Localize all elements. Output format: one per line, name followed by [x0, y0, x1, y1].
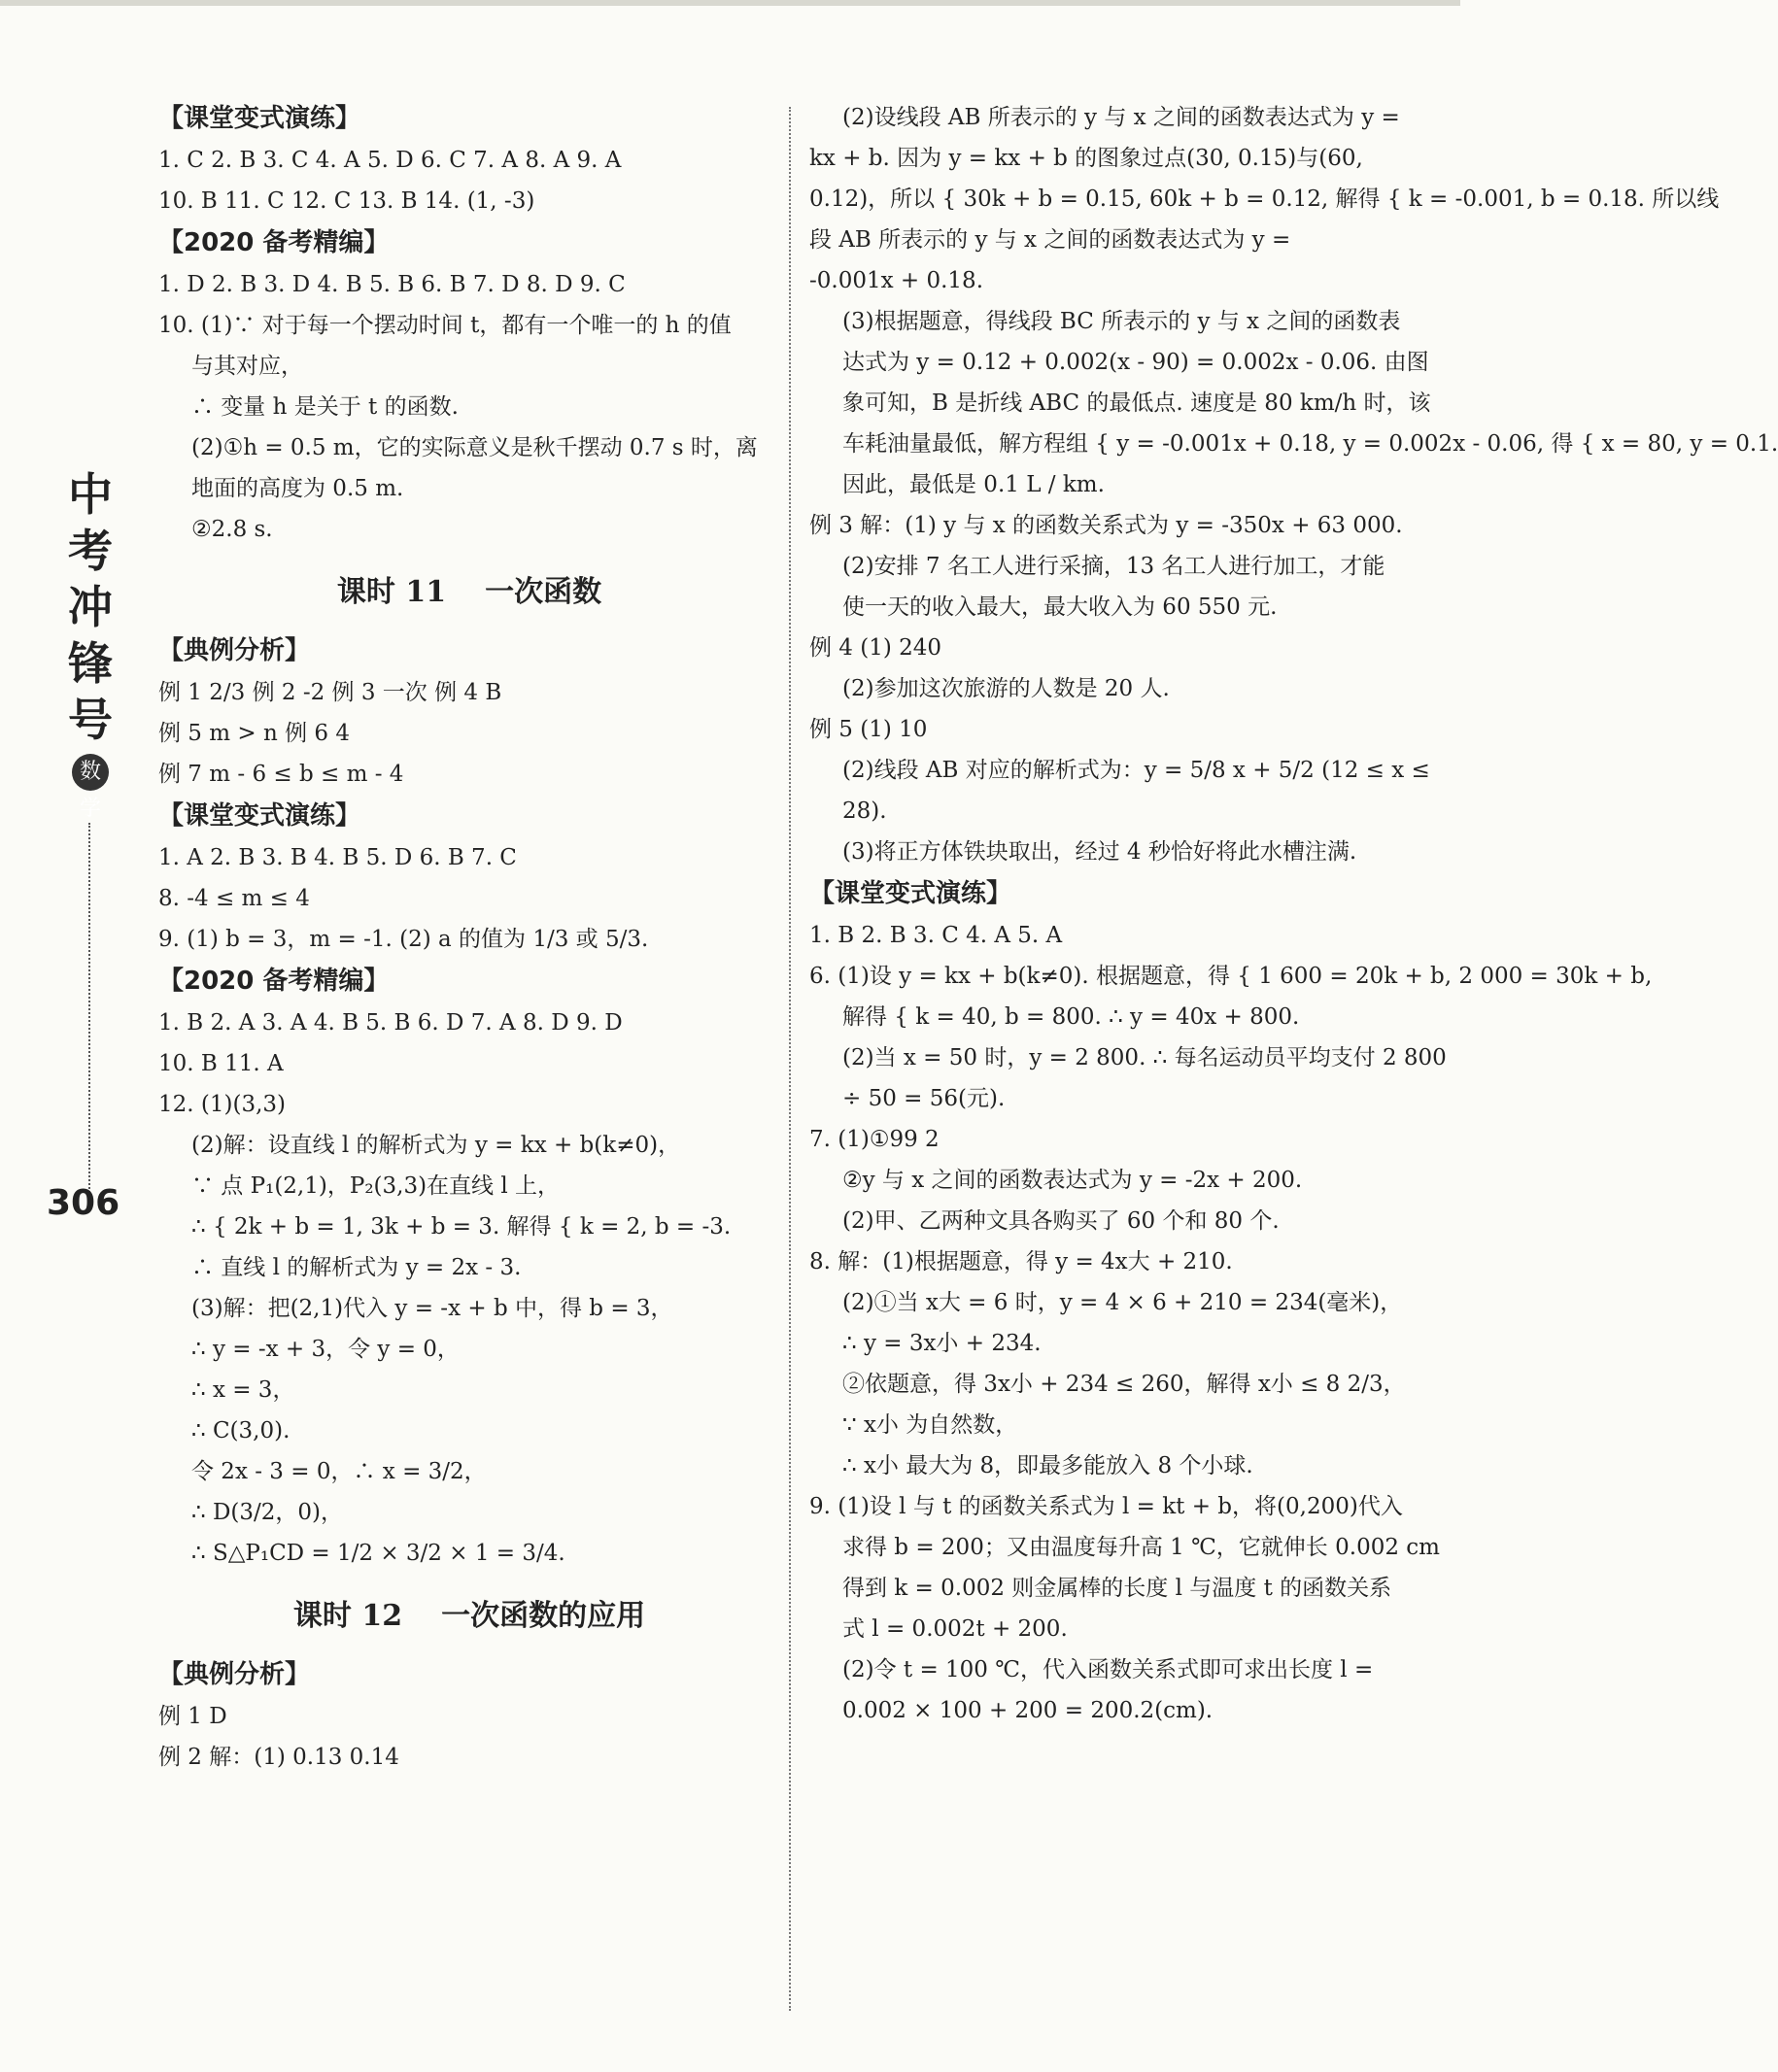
answer-line: (2)安排 7 名工人进行采摘，13 名工人进行加工，才能	[842, 554, 1385, 579]
answer-line: 7. (1)①99 2	[809, 1127, 940, 1152]
answer-line: 例 7 m - 6 ≤ b ≤ m - 4	[158, 762, 404, 787]
answer-line: ②2.8 s.	[191, 517, 273, 542]
answer-line: 例 5 m > n 例 6 4	[158, 721, 350, 746]
answer-line: ②y 与 x 之间的函数表达式为 y = -2x + 200.	[842, 1168, 1303, 1193]
answer-line: 28).	[842, 798, 887, 824]
answer-line: 地面的高度为 0.5 m.	[191, 476, 404, 501]
answer-line: 例 2 解：(1) 0.13 0.14	[158, 1745, 399, 1770]
answer-line: ∴ C(3,0).	[191, 1418, 291, 1444]
section-header: 【课堂变式演练】	[809, 879, 1012, 908]
answer-line: 1. B 2. B 3. C 4. A 5. A	[809, 923, 1063, 948]
answer-line: 1. A 2. B 3. B 4. B 5. D 6. B 7. C	[158, 845, 517, 870]
right-column	[809, 97, 1778, 1731]
answer-line: 例 1 2/3 例 2 -2 例 3 一次 例 4 B	[158, 680, 502, 705]
answer-line: 9. (1)设 l 与 t 的函数关系式为 l = kt + b，将(0,200)代入	[809, 1494, 1403, 1519]
section-header: 【2020 备考精编】	[158, 967, 390, 996]
answer-line: 例 5 (1) 10	[809, 717, 928, 742]
answer-line: 例 3 解：(1) y 与 x 的函数关系式为 y = -350x + 63 000.	[809, 513, 1403, 538]
lesson-title	[158, 1587, 780, 1646]
answer-line: ∴ { 2k + b = 1, 3k + b = 3. 解得 { k = 2, b = -3.	[191, 1214, 732, 1240]
answer-line: (3)根据题意，得线段 BC 所表示的 y 与 x 之间的函数表	[842, 309, 1401, 334]
left-column	[158, 97, 780, 1778]
sidebar-brand	[56, 466, 124, 1211]
answer-line: 例 1 D	[158, 1704, 227, 1729]
answer-line: (2)甲、乙两种文具各购买了 60 个和 80 个.	[842, 1208, 1280, 1234]
answer-line: 求得 b = 200；又由温度每升高 1 ℃，它就伸长 0.002 cm	[842, 1535, 1440, 1560]
column-divider	[789, 107, 791, 2011]
answer-line: 12. (1)(3,3)	[158, 1092, 286, 1117]
answer-line: ∴ S△P₁CD = 1/2 × 3/2 × 1 = 3/4.	[191, 1541, 565, 1566]
answer-line: ∴ y = -x + 3，令 y = 0，	[191, 1337, 460, 1362]
answer-line: -0.001x + 0.18.	[809, 268, 984, 293]
section-header: 【课堂变式演练】	[158, 801, 361, 831]
subject-badge: 数学	[72, 754, 109, 791]
answer-line: 10. B 11. A	[158, 1051, 284, 1076]
answer-line: ∴ 直线 l 的解析式为 y = 2x - 3.	[191, 1255, 522, 1280]
answer-line: 达式为 y = 0.12 + 0.002(x - 90) = 0.002x - 0.06. 由图	[842, 350, 1429, 375]
answer-line: 1. D 2. B 3. D 4. B 5. B 6. B 7. D 8. D 9. C	[158, 272, 626, 297]
answer-line: 8. -4 ≤ m ≤ 4	[158, 886, 310, 911]
answer-line: 解得 { k = 40, b = 800. ∴ y = 40x + 800.	[842, 1004, 1300, 1030]
answer-line: 8. 解：(1)根据题意，得 y = 4x大 + 210.	[809, 1249, 1233, 1274]
answer-line: 车耗油量最低，解方程组 { y = -0.001x + 0.18, y = 0.002x - 0.06, 得 { x = 80, y = 0.1.	[842, 431, 1778, 457]
answer-line: (3)将正方体铁块取出，经过 4 秒恰好将此水槽注满.	[842, 839, 1357, 865]
page-number: 306	[47, 1183, 120, 1223]
answer-line: (2)当 x = 50 时，y = 2 800. ∴ 每名运动员平均支付 2 800	[842, 1045, 1447, 1070]
answer-line: (2)设线段 AB 所表示的 y 与 x 之间的函数表达式为 y =	[842, 105, 1400, 130]
lesson-topic: 一次函数的应用	[441, 1599, 646, 1633]
answer-line: kx + b. 因为 y = kx + b 的图象过点(30, 0.15)与(60,	[809, 146, 1363, 171]
answer-line: 例 4 (1) 240	[809, 635, 942, 661]
section-header: 【典例分析】	[158, 1660, 311, 1689]
answer-line: 9. (1) b = 3，m = -1. (2) a 的值为 1/3 或 5/3.	[158, 927, 649, 952]
answer-line: 1. C 2. B 3. C 4. A 5. D 6. C 7. A 8. A 9. A	[158, 148, 622, 173]
answer-line: 与其对应，	[191, 354, 303, 379]
answer-line: ②依题意，得 3x小 + 234 ≤ 260，解得 x小 ≤ 8 2/3，	[842, 1372, 1406, 1397]
lesson-topic: 一次函数	[485, 575, 602, 609]
answer-line: 因此，最低是 0.1 L / km.	[842, 472, 1105, 497]
answer-line: 得到 k = 0.002 则金属棒的长度 l 与温度 t 的函数关系	[842, 1576, 1392, 1601]
answer-line: ∴ y = 3x小 + 234.	[842, 1331, 1042, 1356]
answer-line: (2)线段 AB 对应的解析式为：y = 5/8 x + 5/2 (12 ≤ x ≤	[842, 758, 1430, 783]
section-header: 【课堂变式演练】	[158, 104, 361, 133]
answer-line: 式 l = 0.002t + 200.	[842, 1616, 1068, 1642]
brand-char: 号	[68, 694, 113, 746]
brand-char: 考	[68, 525, 113, 577]
answer-line: 0.002 × 100 + 200 = 200.2(cm).	[842, 1698, 1214, 1723]
answer-line: ÷ 50 = 56(元).	[842, 1086, 1006, 1111]
answer-line: 6. (1)设 y = kx + b(k≠0). 根据题意，得 { 1 600 = 20k + b, 2 000 = 30k + b,	[809, 964, 1653, 989]
answer-line: ∴ 变量 h 是关于 t 的函数.	[191, 394, 459, 420]
answer-line: ∴ D(3/2，0)，	[191, 1500, 343, 1525]
answer-line: (2)令 t = 100 ℃，代入函数关系式即可求出长度 l =	[842, 1657, 1374, 1682]
answer-line: 使一天的收入最大，最大收入为 60 550 元.	[842, 594, 1278, 620]
answer-line: 10. B 11. C 12. C 13. B 14. (1, -3)	[158, 188, 535, 214]
lesson-number: 课时 12	[292, 1599, 403, 1633]
answer-line: (2)解：设直线 l 的解析式为 y = kx + b(k≠0)，	[191, 1133, 681, 1158]
answer-line: (2)①h = 0.5 m，它的实际意义是秋千摆动 0.7 s 时，离	[191, 435, 758, 460]
answer-line: 令 2x - 3 = 0，∴ x = 3/2，	[191, 1459, 487, 1484]
answer-line: ∴ x = 3，	[191, 1377, 295, 1403]
answer-line: (3)解：把(2,1)代入 y = -x + b 中，得 b = 3，	[191, 1296, 673, 1321]
answer-line: 象可知，B 是折线 ABC 的最低点. 速度是 80 km/h 时，该	[842, 391, 1431, 416]
brand-char: 冲	[68, 581, 113, 633]
answer-line: 1. B 2. A 3. A 4. B 5. B 6. D 7. A 8. D 9. D	[158, 1010, 623, 1036]
answer-line: ∵ 点 P₁(2,1)，P₂(3,3)在直线 l 上，	[191, 1173, 561, 1199]
section-header: 【典例分析】	[158, 636, 311, 665]
answer-line: (2)参加这次旅游的人数是 20 人.	[842, 676, 1170, 701]
answer-line: 10. (1)∵ 对于每一个摆动时间 t，都有一个唯一的 h 的值	[158, 313, 732, 338]
lesson-number: 课时 11	[336, 575, 447, 609]
answer-line: (2)①当 x大 = 6 时，y = 4 × 6 + 210 = 234(毫米)，	[842, 1290, 1403, 1315]
brand-char: 锋	[68, 637, 113, 690]
top-edge	[0, 0, 1460, 6]
answer-line: 0.12)，所以 { 30k + b = 0.15, 60k + b = 0.12, 解得 { k = -0.001, b = 0.18. 所以线	[809, 187, 1720, 212]
answer-line: 段 AB 所表示的 y 与 x 之间的函数表达式为 y =	[809, 227, 1291, 253]
answer-line: ∵ x小 为自然数，	[842, 1412, 1018, 1438]
section-header: 【2020 备考精编】	[158, 228, 390, 257]
answer-line: ∴ x小 最大为 8，即最多能放入 8 个小球.	[842, 1453, 1253, 1478]
lesson-title	[158, 563, 780, 622]
sidebar-dotted-rule	[88, 823, 92, 1211]
brand-char: 中	[68, 468, 113, 521]
